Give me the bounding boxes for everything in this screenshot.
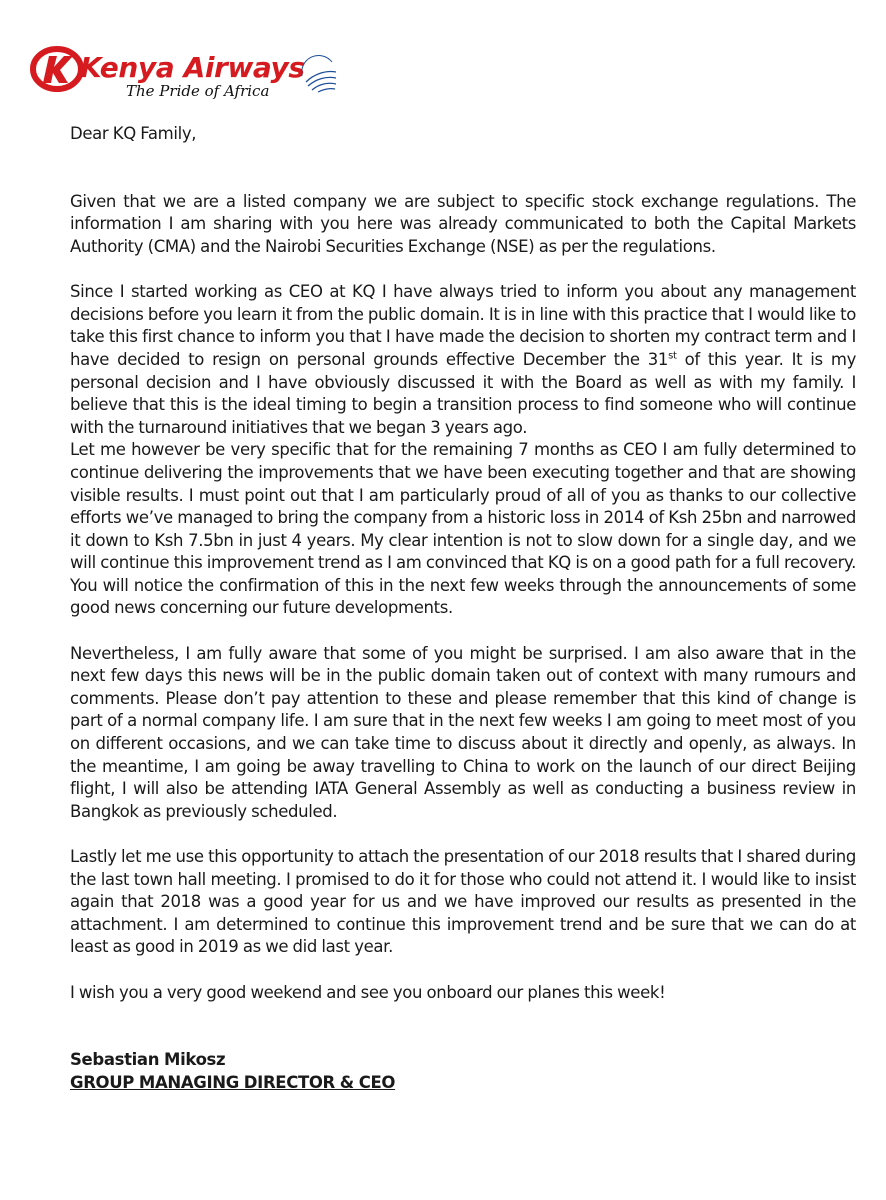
signature-name: Sebastian Mikosz xyxy=(70,1050,226,1070)
paragraph-results: Lastly let me use this opportunity to attach the presentation of our 2018 results that I shared during the last town hall meeting. I promised to do it for those who could not attend it. I would like to insist again that 2018 was a good year for us and we have improved our results as presented in the attachment. I am determined to continue this improvement trend and be sure that we can do at least as good in 2019 as we did last year. xyxy=(70,847,856,957)
letterhead xyxy=(30,38,360,106)
paragraph-resignation xyxy=(70,281,856,439)
paragraph-resignation-part1: Since I started working as CEO at KQ I have always tried to inform you about any management decisions before you learn it from the public domain. It is in line with this practice that I would like to take this first chance to inform you that I have made the decision to shorten my contract term and I have decided to resign on personal grounds effective December the 31 xyxy=(70,282,856,369)
paragraph-closing: I wish you a very good weekend and see you onboard our planes this week! xyxy=(70,982,666,1002)
paragraph-commitment: Let me however be very specific that for the remaining 7 months as CEO I am fully determined to continue delivering the improvements that we have been executing together and that are showing visible results. I must point out that I am particularly proud of all of you as thanks to our collective efforts we’ve managed to bring the company from a historic loss in 2014 of Ksh 25bn and narrowed it down to Ksh 7.5bn in just 4 years. My clear intention is not to slow down for a single day, and we will continue this improvement trend as I am convinced that KQ is on a good path for a full recovery. You will notice the confirmation of this in the next few weeks through the announcements of some good news concerning our future developments. xyxy=(70,440,856,618)
paragraph-awareness: Nevertheless, I am fully aware that some of you might be surprised. I am also aware that in the next few days this news will be in the public domain taken out of context with many rumours and comments. Please don’t pay attention to these and please remember that this kind of change is part of a normal company life. I am sure that in the next few weeks I am going to meet most of you on different occasions, and we can take time to discuss about it directly and openly, as always. In the meantime, I am going be away travelling to China to work on the launch of our direct Beijing flight, I will also be attending IATA General Assembly as well as conducting a business review in Bangkok as previously scheduled. xyxy=(70,643,856,821)
skyteam-alliance-icon xyxy=(296,48,340,96)
paragraph-resignation-part2: of this year. It is my personal decision and I have obviously discussed it with the Board as well as with my family. I believe that this is the ideal timing to begin a transition process to find someone who will continue with the turnaround initiatives that we began 3 years ago. xyxy=(70,349,857,437)
salutation: Dear KQ Family, xyxy=(70,124,197,143)
logo-text: Kenya Airways xyxy=(80,51,305,84)
letter-body xyxy=(70,123,856,1095)
signature-title: GROUP MANAGING DIRECTOR & CEO xyxy=(70,1072,396,1092)
paragraph-regulations: Given that we are a listed company we are subject to specific stock exchange regulations. The information I am sharing with you here was already communicated to both the Capital Markets Authority (CMA) and the Nairobi Securities Exchange (NSE) as per the regulations. xyxy=(70,191,856,256)
logo-tagline: The Pride of Africa xyxy=(126,82,270,100)
ordinal-suffix: st xyxy=(668,350,677,362)
